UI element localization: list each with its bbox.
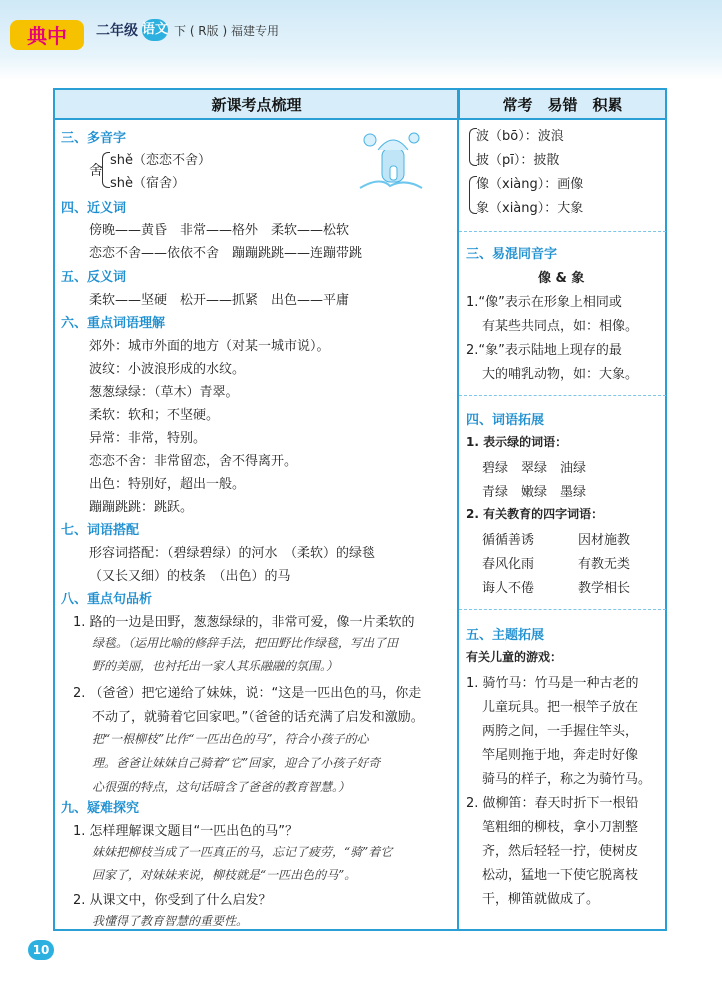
word-meaning-item: 葱葱绿绿：（草木）青翠。 bbox=[89, 385, 239, 400]
polyphone-brace bbox=[102, 152, 110, 188]
education-idiom: 教学相长 bbox=[578, 581, 631, 596]
game-bamboo-horse: 1. 骑竹马：竹马是一种古老的 bbox=[466, 676, 639, 691]
column-divider bbox=[457, 88, 459, 931]
section-theme-title: 五、主题拓展 bbox=[466, 628, 545, 643]
education-idiom: 春风化雨 bbox=[482, 557, 535, 572]
castle-tree-illustration bbox=[350, 126, 430, 196]
sentence-analysis-2: 心很强的特点，这句话暗含了爸爸的教育智慧。） bbox=[92, 780, 351, 794]
green-words-heading: 1. 表示绿的词语： bbox=[466, 435, 568, 449]
game-bamboo-horse: 骑马的样子，称之为骑竹马。 bbox=[482, 772, 652, 787]
homophone-pair-item: 披（pī）：披散 bbox=[476, 153, 560, 168]
antonym-line-1: 柔软——坚硬 松开——抓紧 出色——平庸 bbox=[89, 293, 350, 308]
education-idiom: 诲人不倦 bbox=[482, 581, 535, 596]
polyphone-char: 舍 bbox=[89, 163, 103, 179]
section-polyphone-title: 三、多音字 bbox=[61, 131, 127, 146]
education-idiom: 有教无类 bbox=[578, 557, 631, 572]
children-games-heading: 有关儿童的游戏： bbox=[466, 650, 563, 664]
section-word-meaning-title: 六、重点词语理解 bbox=[61, 316, 166, 331]
homophone-pair-item: 波（bō）：波浪 bbox=[476, 129, 564, 144]
sentence-analysis-2: 把“一根柳枝”比作“一匹出色的马”，符合小孩子的心 bbox=[92, 732, 369, 746]
collocation-line-1: 形容词搭配：（碧绿碧绿）的河水 （柔软）的绿毯 bbox=[89, 546, 376, 561]
inquiry-answer-2: 我懂得了教育智慧的重要性。 bbox=[92, 914, 249, 928]
section-sentence-analysis-title: 八、重点句品析 bbox=[61, 592, 153, 607]
word-meaning-item: 恋恋不舍：非常留恋，舍不得离开。 bbox=[89, 454, 298, 469]
inquiry-answer-1: 回家了，对妹妹来说，柳枝就是“一匹出色的马”。 bbox=[92, 868, 357, 882]
game-bamboo-horse: 两胯之间，一手握住竿头， bbox=[482, 724, 639, 739]
right-column-title: 常考 易错 积累 bbox=[458, 88, 667, 120]
synonym-line-2: 恋恋不舍——依依不舍 蹦蹦跳跳——连蹦带跳 bbox=[89, 246, 363, 261]
section-antonym-title: 五、反义词 bbox=[61, 270, 127, 285]
inquiry-question-2: 2. 从课文中，你受到了什么启发？ bbox=[73, 893, 272, 908]
sentence-analysis-1: 野的美丽，也衬托出一家人其乐融融的氛围。） bbox=[92, 659, 339, 673]
book-brand-logo bbox=[8, 8, 86, 54]
word-meaning-item: 异常：非常，特别。 bbox=[89, 431, 207, 446]
sentence-analysis-2: 理。爸爸让妹妹自己骑着“它”回家，迎合了小孩子好奇 bbox=[92, 756, 381, 770]
game-willow-flute: 松动，猛地一下使它脱离枝 bbox=[482, 868, 639, 883]
sentence-analysis-1: 1. 路的一边是田野，葱葱绿绿的，非常可爱，像一片柔软的 bbox=[73, 615, 415, 630]
homophone-explain-2: 2.“象”表示陆地上现存的最 bbox=[466, 343, 622, 358]
homophone-explain-1: 有某些共同点，如：相像。 bbox=[482, 319, 639, 334]
section-divider bbox=[459, 395, 666, 396]
green-words-row: 碧绿 翠绿 油绿 bbox=[482, 461, 587, 476]
synonym-line-1: 傍晚——黄昏 非常——格外 柔软——松软 bbox=[89, 223, 350, 238]
green-words-row: 青绿 嫩绿 墨绿 bbox=[482, 485, 587, 500]
polyphone-reading-2: shè（宿舍） bbox=[110, 176, 186, 191]
polyphone-reading-1: shě（恋恋不舍） bbox=[110, 153, 212, 168]
game-willow-flute: 干，柳笛就做成了。 bbox=[482, 892, 600, 907]
word-meaning-item: 波纹：小波浪形成的水纹。 bbox=[89, 362, 246, 377]
grade-label: 二年级 bbox=[96, 23, 138, 39]
left-column-title: 新课考点梳理 bbox=[53, 88, 458, 120]
word-meaning-item: 柔软：软和；不坚硬。 bbox=[89, 408, 220, 423]
game-willow-flute: 笔粗细的柳枝，拿小刀割整 bbox=[482, 820, 639, 835]
book-header bbox=[96, 19, 279, 41]
game-willow-flute: 齐，然后轻轻一拧，使树皮 bbox=[482, 844, 639, 859]
section-inquiry-title: 九、疑难探究 bbox=[61, 801, 140, 816]
homophone-explain-1: 1.“像”表示在形象上相同或 bbox=[466, 295, 622, 310]
game-bamboo-horse: 竿尾则拖于地，奔走时好像 bbox=[482, 748, 639, 763]
section-synonym-title: 四、近义词 bbox=[61, 201, 127, 216]
homophone-explain-2: 大的哺乳动物，如：大象。 bbox=[482, 367, 639, 382]
sentence-analysis-2: 不动了，就骑着它回家吧。”（爸爸的话充满了启发和激励。 bbox=[92, 710, 424, 725]
subject-badge: 语文 bbox=[142, 19, 168, 41]
homophone-subtitle: 像 & 象 bbox=[538, 271, 585, 286]
word-meaning-item: 出色：特别好，超出一般。 bbox=[89, 477, 246, 492]
sentence-analysis-1: 绿毯。（运用比喻的修辞手法，把田野比作绿毯，写出了田 bbox=[92, 636, 399, 650]
education-idiom: 循循善诱 bbox=[482, 533, 535, 548]
collocation-line-2: （又长又细）的枝条 （出色）的马 bbox=[89, 569, 291, 584]
homophone-pair-item: 象（xiàng）：大象 bbox=[476, 201, 584, 216]
word-meaning-item: 蹦蹦跳跳：跳跃。 bbox=[89, 500, 194, 515]
section-divider bbox=[459, 231, 666, 232]
game-willow-flute: 2. 做柳笛：春天时折下一根铅 bbox=[466, 796, 639, 811]
word-meaning-item: 郊外：城市外面的地方（对某一城市说）。 bbox=[89, 339, 330, 354]
sentence-analysis-2: 2. （爸爸）把它递给了妹妹，说：“这是一匹出色的马，你走 bbox=[73, 686, 422, 701]
term-label: 下 ( R版 ) 福建专用 bbox=[174, 23, 279, 38]
inquiry-answer-1: 妹妹把柳枝当成了一匹真正的马，忘记了疲劳，“骑”着它 bbox=[92, 845, 393, 859]
section-homophone-title: 三、易混同音字 bbox=[466, 247, 558, 262]
education-idioms-heading: 2. 有关教育的四字词语： bbox=[466, 507, 604, 521]
inquiry-question-1: 1. 怎样理解课文题目“一匹出色的马”？ bbox=[73, 824, 299, 839]
page-number: 10 bbox=[28, 940, 54, 960]
section-divider bbox=[459, 609, 666, 610]
homophone-pair-item: 像（xiàng）：画像 bbox=[476, 177, 584, 192]
svg-text:典中: 典中 bbox=[27, 24, 67, 48]
section-word-extension-title: 四、词语拓展 bbox=[466, 413, 545, 428]
education-idiom: 因材施教 bbox=[578, 533, 631, 548]
section-collocation-title: 七、词语搭配 bbox=[61, 523, 140, 538]
game-bamboo-horse: 儿童玩具。把一根竿子放在 bbox=[482, 700, 639, 715]
